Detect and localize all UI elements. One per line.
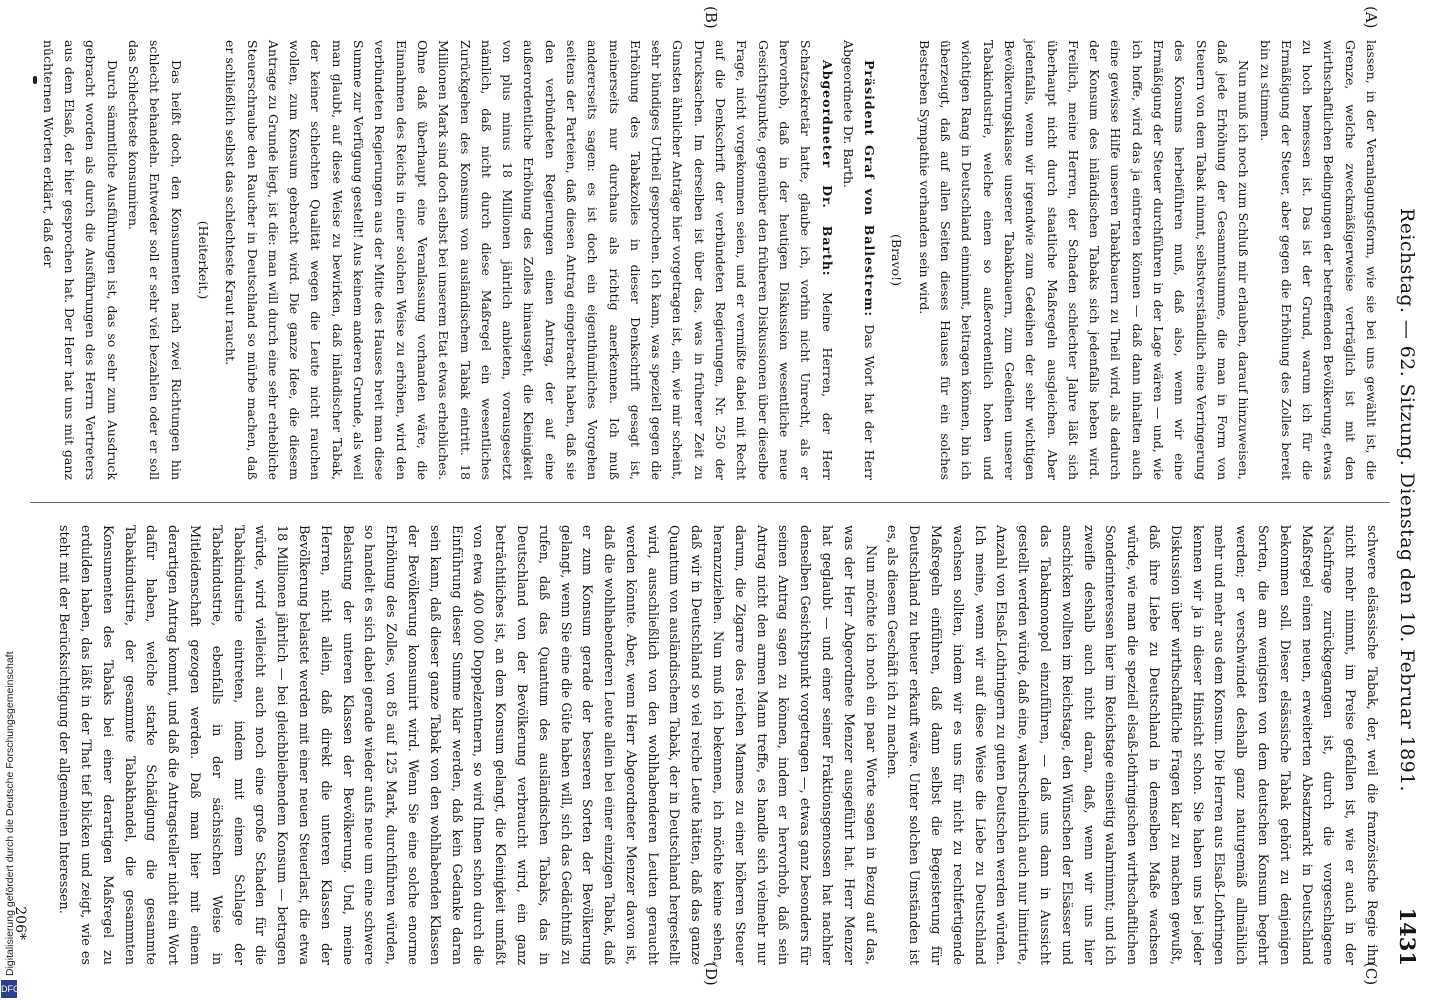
left-column <box>38 40 1382 480</box>
credit-text: Digitalisierung gefördert durch die Deutsche Forschungsgemeinschaft <box>4 651 16 976</box>
speaker-paragraph <box>220 40 838 480</box>
speaker-paragraph <box>838 40 881 480</box>
paragraph: lassen, in der Veranlagungsform, wie sie bei uns gewählt ist, die Grenze, welche zweckmäßigerweise verträglich ist mit den wirthschaftlichen Bedingungen der betreffenden Bevölkerung, etwas zu hoch bemessen ist. Das ist der Grund, warum ich für die Ermäßigung der Steuer, aber gegen die Erhöhung des Zolles bereit bin zu stimmen. <box>1257 40 1379 480</box>
scan-speck <box>33 76 37 84</box>
paragraph: Durch sämmtliche Ausführungen ist, das so sehr zum Ausdruck gebracht worden als durch die Ausführungen des Herrn Vertreters aus dem Elsaß, der hier gesprochen hat. Der Herr hat uns mit ganz nüchternen Worten erklärt, daß der <box>40 40 120 480</box>
page-header <box>1386 30 1426 970</box>
paragraph: Nun muß ich noch zum Schluß mir erlauben, darauf hinzuweisen, daß jede Erhöhung der Gesammtsumme, die man in Form von Steuern von dem Tabak nimmt, selbstverständlich eine Verringerung des Konsums herbeiführen muß, daß also, wenn wir eine Ermäßigung der Steuer durchführen in der Lage wären — und, wie ich hoffe, wird das ja eintreten können — daß dann inhalten auch eine gewisse Hilfe unseren Tabakbauern zu Theil wird, als dadurch der Konsum des inländischen Tabaks sich jedenfalls heben wird. Freilich, meine Herren, der Schaden schlechter Jahre läßt sich überhaupt nicht durch staatliche Maßregeln ausgleichen. Aber jedenfalls, wenn wir irgendwie zum Gedeihen der sehr wichtigen Bevölkerungsklasse unserer Tabakbauern, zum Gedeihen unserer Tabakindustrie, welche einen so außerordentlich hohen und wichtigen Rang in Deutschland einnimmt, beitragen können, bin ich überzeugt, daß auf allen Seiten dieses Hauses für ein solches Bestreben Sympathie vorhanden sein wird. <box>916 40 1252 480</box>
margin-letter-b: (B) <box>702 6 720 29</box>
right-column <box>52 525 1382 965</box>
margin-letter-a: (A) <box>1362 6 1380 29</box>
paragraph: schwere elsässische Tabak, der, weil die französische Regie ihn nicht mehr nimmt, im Preise gefallen ist, wie er auch in der Nachfrage zurückgegangen ist, durch die vorgeschlagene Maßregel einen neuen, erweiterten Absatzmarkt in Deutschland bekommen soll. Dieser elsässische Tabak gehört zu denjenigen Sorten, die am wenigsten von dem deutschen Konsum begehrt werden; er verschwindet deshalb ganz naturgemäß allmählich mehr und mehr aus dem Konsum. Die Herren aus Elsaß-Lothringen kennen wir ja in dieser Hinsicht schon. Sie haben uns bei jeder Diskussion über wirthschaftliche Fragen klar zu machen gewußt, daß ihre Liebe zu Deutschland in demselben Maße wachsen würde, wie man die speziell elsaß-lothringischen wirthschaftlichen Sonderinteressen hier im Reichstage einseitig wahrnimmt; und ich zweifle deshalb auch nicht daran, daß, wenn wir uns hier anschicken wollten im Reichstage, den Wünschen der Elsässer und das Tabakmonopol einzuführen, — daß uns dann in Aussicht gestellt werden würde, daß eine, wahrscheinlich auch nur limitirte, Anzahl von Elsaß-Lothringern zu guten Deutschen werden würden. Ich meine, wenn wir auf diese Weise die Liebe zu Deutschland wachsen sollten, indem wir es uns für nicht zu rechtfertigende Maßregeln einführen, daß dann selbst die Begeisterung für Deutschland zu theuer erkauft wäre. Unter solchen Umständen ist es, als diesem Geschäft ich zu machen. <box>884 525 1379 965</box>
speaker-name: Präsident Graf von Ballestrem: <box>862 60 878 318</box>
speaker-name: Abgeordneter Dr. Barth: <box>819 60 835 277</box>
paragraph: Das heißt doch, den Konsumenten nach zwei Richtungen hin schlecht behandeln. Entweder soll er sehr viel bezahlen oder er soll das Schlechteste konsumiren. <box>126 40 184 480</box>
speech-text: Meine Herren, der Herr Schatzsekretär hatte, glaube ich, vorhin nicht Unrecht, als er hervorhob, daß in der heutigen Diskussion wesentliche neue Gesichtspunkte, gegenüber den früheren Diskussionen über dieselbe Frage, nicht vorgekommen seien, und er vermißte dabei mit Recht auf die Denkschrift der verbündeten Regierungen, Nr. 250 der Drucksachen. Im derselben ist über das, was in früherer Zeit zu Gunsten ähnlicher Anträge hier vorgetragen ist, ein, wie mir scheint, sehr bündiges Urtheil gesprochen. Ich kann, was speziell gegen die Erhöhung des Tabakzolles in dieser Denkschrift gesagt ist, meinerseits nur durchaus als richtig anerkennen. Ich muß andererseits sagen: es ist doch ein eigenthümliches Vorgehen seitens der Parteien, daß diesen Antrag eingebracht haben, daß sie den verbündeten Regierungen einen Antrag, der auf eine außerordentliche Erhöhung des Zolles hinausgeht, die Kleinigkeit von plus minus 18 Millionen jährlich anbieten, vorausgesetzt nämlich, daß nicht durch diese Maßregel ein wesentliches Zurückgehen des Konsums von ausländischem Tabak eintritt. 18 Millionen Mark sind doch selbst bei unserem Etat etwas erhebliches. Ohne daß überhaupt eine Veranlassung vorhanden wäre, die Einnahmen des Reichs in einer solchen Weise zu erhöhen, wird den verbündeten Regierungen aus der Mitte des Hauses breit man diese Summe zur Verfügung gestellt! Aus keinem anderen Grunde, als weil man glaubt, auf diese Weise zu bewirken, daß inländischer Tabak, der keiner schlechten Qualität wegen die Leute nicht rauchen wollen, zum Konsum gebracht wird. Die ganze Idee, die diesem Antrage zu Grunde liegt, ist die: man will durch eine sehr erhebliche Steuerschraube den Raucher in Deutschland so mürbe machen, daß er schließlich selbst das schlechteste Kraut raucht. <box>223 40 835 480</box>
paragraph: Nun möchte ich noch ein paar Worte sagen in Bezug auf das, was der Herr Abgeordnete Menzer ausgeführt hat. Herr Menzer hat geglaubt — und einer seiner Fraktionsgenossen hat nachher denselben Gesichtspunkt vorgetragen —, etwas ganz besonders für seinen Antrag sagen zu können, indem er hervorhob, daß sein Antrag nicht den armen Mann treffe, es handle sich vielmehr nur darum, die Zigarre des reichen Mannes zu einer höheren Steuer heranzuziehen. Nun muß ich bekennen, ich möchte keine sehen, daß wir in Deutschland so viel reiche Leute hätten, daß das ganze Quantum von ausländischem Tabak, der in Deutschland hergestellt wird, ausschließlich von den wohlhabenderen Leuten geraucht werden könnte. Aber, wenn Herr Abgeordneter Menzer davon ist, daß die wohlhabenderen Leute allein bei einer einzigen Tabak, daß er zum Konsum gerade der besseren Sorten der Bevölkerung gelangt, wenn Sie eine die Güte haben will, sich das Gedächtniß zu rufen, daß das Quantum des ausländischen Tabaks, das in Deutschland von der Bevölkerung verbraucht wird, ein ganz beträchtliches ist, an dem Konsum gelangt, die Kleinigkeit umfaßt von etwa 400 000 Doppelzentnern, so wird Ihnen schon durch die Einführung dieser Summe klar werden, daß kein Gedanke daran sein kann, daß dieser ganze Tabak von den wohlhabenden Klassen der Bevölkerung konsumirt wird. Wenn Sie eine solche enorme Erhöhung des Zolles, von 85 auf 125 Mark, durchführen würden, so handelt es sich dabei gerade wieder aufs neue um eine schwere Belastung der unteren Klassen der Bevölkerung. Und, meine Herren, nicht allein, daß direkt die unteren Klassen der Bevölkerung belastet werden mit einer neuen Steuerlast, die etwa 18 Millionen jährlich — bei gleichbleibendem Konsum — betragen würde, wird vielleicht auch noch eine große Schaden für die Tabakindustrie eintreten, indem mit einem Schlage der Tabakindustrie, ebenfalls in der sächsischen Weise in Mitleidenschaft gezogen werden. Daß man hier mit einem derartigen Antrag kommt, und daß die Antragsteller nicht ein Wort dafür haben, welche starke Schädigung die gesammte Tabakindustrie, der gesammte Tabakhandel, die gesammten Konsumenten des Tabaks bei einer derartigen Maßregel zu erdulden haben, das läßt in der That tief blicken und zeigt, wie es steht mit der Berücksichtigung der allgemeinen Interessen. <box>56 525 878 965</box>
interjection: (Heiterkeit.) <box>195 220 211 300</box>
column-divider <box>30 502 1390 503</box>
running-title: Reichstag. — 62. Sitzung. Dienstag den 10. Februar 1891. <box>1396 208 1418 792</box>
signature-mark: 206* <box>12 906 28 940</box>
dfg-logo-badge: DFG <box>1 980 17 998</box>
digitization-credit <box>0 628 20 1000</box>
interjection: (Bravo!) <box>889 234 905 286</box>
margin-letter-c: (C) <box>1362 962 1380 986</box>
speech-text: Das Wort hat der Herr Abgeordnete Dr. Barth. <box>840 40 878 480</box>
margin-letter-d: (D) <box>702 962 720 986</box>
page-number: 1431 <box>1395 907 1420 966</box>
